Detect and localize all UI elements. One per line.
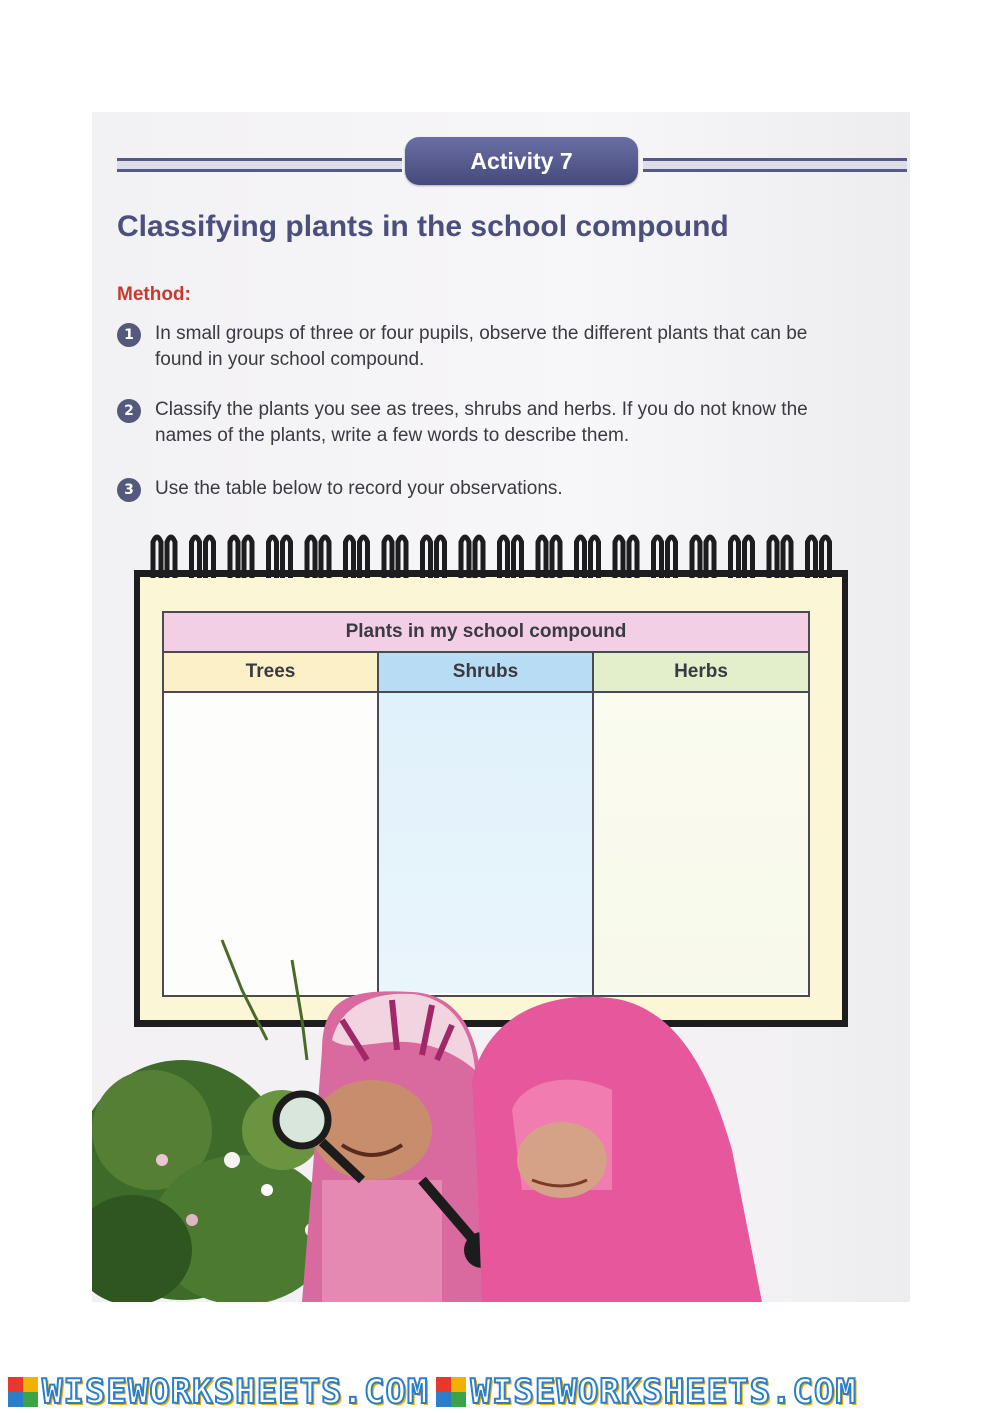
footer-watermark [0,1372,1000,1412]
header-rule-left [117,158,402,172]
pupils-observing-plants-photo [92,930,792,1302]
brand-mark-right [436,1372,856,1412]
wiseworksheets-logo-icon-2 [436,1377,466,1407]
wiseworksheets-logo-icon [8,1377,38,1407]
activity-badge: Activity 7 [405,137,638,185]
page-title: Classifying plants in the school compound [117,210,729,243]
method-step-3 [117,476,857,502]
method-heading: Method: [117,284,191,305]
column-header-shrubs: Shrubs [379,653,592,693]
step-text-1: In small groups of three or four pupils, observe the different plants that can be found in your school compound. [155,323,808,370]
method-step-1 [117,321,857,373]
step-text-2: Classify the plants you see as trees, shrubs and herbs. If you do not know the names of the plants, write a few words to describe them. [155,399,808,446]
step-text-3: Use the table below to record your observations. [155,478,563,499]
column-header-herbs: Herbs [594,653,808,693]
brand-text: WISEWORKSHEETS.COM [42,1372,429,1412]
brand-mark-left [8,1372,428,1412]
spiral-binding-icon [143,528,843,588]
step-number-3: 3 [117,478,141,502]
step-number-1: 1 [117,323,141,347]
brand-text-2: WISEWORKSHEETS.COM [470,1372,857,1412]
table-title: Plants in my school compound [164,613,808,653]
column-header-trees: Trees [164,653,377,693]
step-number-2: 2 [117,399,141,423]
header-rule-right [643,158,907,172]
method-step-2 [117,397,857,449]
